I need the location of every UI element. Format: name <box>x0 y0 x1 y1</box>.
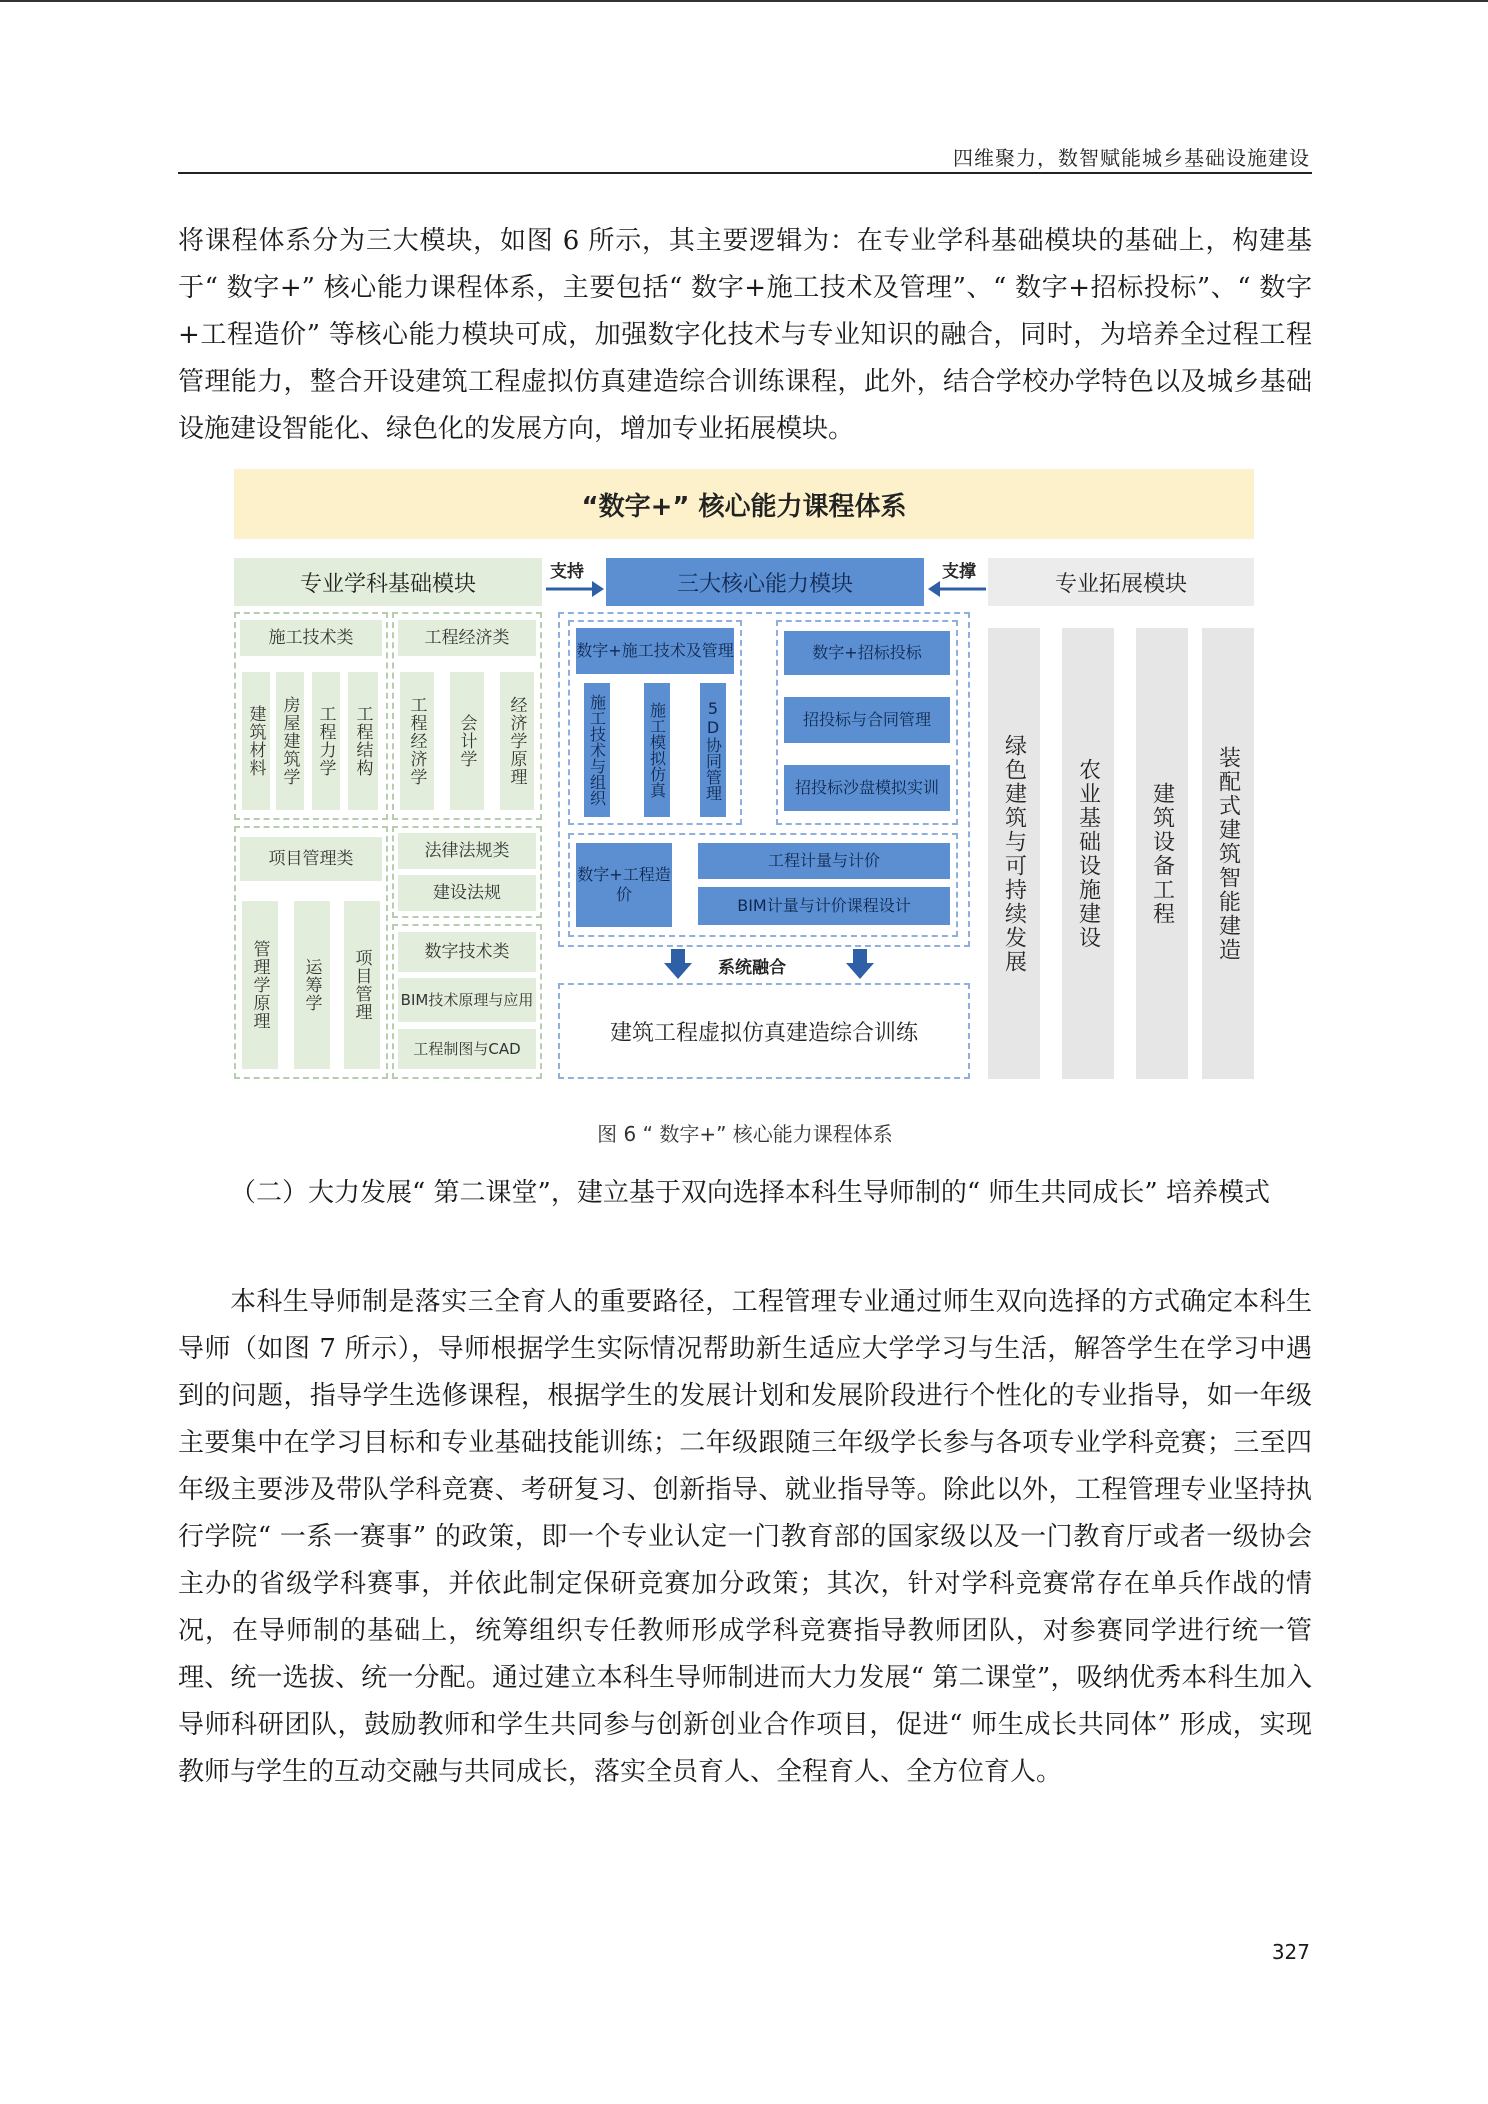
fusion-label: 系统融合 <box>718 958 786 978</box>
figure-6 <box>234 469 1254 1079</box>
course-item: BIM计量与计价课程设计 <box>698 887 950 925</box>
paragraph-1: 将课程体系分为三大模块，如图 6 所示，其主要逻辑为：在专业学科基础模块的基础上，构建基于“ 数字+” 核心能力课程体系，主要包括“ 数字+施工技术及管理”、“ 数字+招标投标”、“ 数字+工程造价” 等核心能力模块可成，加强数字化技术与专业知识的融合，同时，为培养全过程工程管理能力，整合开设建筑工程虚拟仿真建造综合训练课程，此外，结合学校办学特色以及城乡基础设施建设智能化、绿色化的发展方向，增加专业拓展模块。 <box>178 226 1312 444</box>
economics-title: 工程经济类 <box>398 620 536 656</box>
running-header: 四维聚力，数智赋能城乡基础设施建设 <box>953 146 1310 170</box>
arrow-right-icon <box>544 577 606 601</box>
course-item: 招投标与合同管理 <box>784 697 950 743</box>
project-title: 项目管理类 <box>240 837 382 881</box>
course-item: 经济学原理 <box>500 672 534 810</box>
arrow-down-icon <box>664 949 692 981</box>
support-label-right: 支撑 <box>942 562 976 582</box>
course-item: 5D协同管理 <box>700 683 726 817</box>
training-box: 建筑工程虚拟仿真建造综合训练 <box>558 983 970 1079</box>
support-label-left: 支持 <box>550 562 584 582</box>
course-item: 招投标沙盘模拟实训 <box>784 765 950 811</box>
course-item: 会计学 <box>450 672 484 810</box>
course-item: 工程计量与计价 <box>698 843 950 879</box>
arrow-left-icon <box>926 577 988 601</box>
course-item: 施工技术与组织 <box>584 683 610 817</box>
course-item: 管理学原理 <box>242 901 278 1069</box>
right-module-header: 专业拓展模块 <box>988 558 1254 606</box>
course-item: 项目管理 <box>344 901 380 1069</box>
left-module-header: 专业学科基础模块 <box>234 558 542 606</box>
arrow-down-icon <box>846 949 874 981</box>
extension-course: 绿色建筑与可持续发展 <box>988 628 1040 1079</box>
construction-title: 施工技术类 <box>240 620 382 656</box>
core1-title: 数字+施工技术及管理 <box>576 628 734 674</box>
course-item: 工程结构 <box>348 672 378 810</box>
paragraph-2: 本科生导师制是落实三全育人的重要路径，工程管理专业通过师生双向选择的方式确定本科生导师（如图 7 所示），导师根据学生实际情况帮助新生适应大学学习与生活，解答学生在学习中遇到的问题，指导学生选修课程，根据学生的发展计划和发展阶段进行个性化的专业指导，如一年级主要集中在学习目标和专业基础技能训练；二年级跟随三年级学长参与各项专业学科竞赛；三至四年级主要涉及带队学科竞赛、考研复习、创新指导、就业指导等。除此以外，工程管理专业坚持执行学院“ 一系一赛事” 的政策，即一个专业认定一门教育部的国家级以及一门教育厅或者一级协会主办的省级学科赛事，并依此制定保研竞赛加分政策；其次，针对学科竞赛常存在单兵作战的情况，在导师制的基础上，统筹组织专任教师形成学科竞赛指导教师团队，对参赛同学进行统一管理、统一选拔、统一分配。通过建立本科生导师制进而大力发展“ 第二课堂”，吸纳优秀本科生加入导师科研团队，鼓励教师和学生共同参与创新创业合作项目，促进“ 师生成长共同体” 形成，实现教师与学生的互动交融与共同成长，落实全员育人、全程育人、全方位育人。 <box>178 1287 1312 1787</box>
figure-caption: 图 6 “ 数字+” 核心能力课程体系 <box>597 1122 893 1146</box>
course-item: 建设法规 <box>398 875 536 911</box>
course-item: 工程力学 <box>312 672 340 810</box>
course-item: 运筹学 <box>294 901 330 1069</box>
course-item: 建筑材料 <box>242 672 270 810</box>
page-number: 327 <box>1271 1940 1310 1964</box>
course-item: 工程制图与CAD <box>398 1029 536 1069</box>
course-item: BIM技术原理与应用 <box>398 978 536 1022</box>
core2-title: 数字+招标投标 <box>784 631 950 675</box>
course-item: 施工模拟仿真 <box>644 683 670 817</box>
digital-title: 数字技术类 <box>398 932 536 972</box>
extension-course: 农业基础设施建设 <box>1062 628 1114 1079</box>
extension-course: 建筑设备工程 <box>1136 628 1188 1079</box>
figure-title: “数字+” 核心能力课程体系 <box>234 469 1254 539</box>
course-item: 房屋建筑学 <box>276 672 304 810</box>
core3-title: 数字+工程造价 <box>576 843 672 927</box>
section-heading: （二）大力发展“ 第二课堂”，建立基于双向选择本科生导师制的“ 师生共同成长” 培养模式 <box>230 1178 1270 1208</box>
center-module-header: 三大核心能力模块 <box>606 558 924 606</box>
top-border <box>0 0 1488 2</box>
course-item: 工程经济学 <box>400 672 434 810</box>
extension-course: 装配式建筑智能建造 <box>1202 628 1254 1079</box>
law-title: 法律法规类 <box>398 833 536 869</box>
header-rule <box>178 172 1312 174</box>
